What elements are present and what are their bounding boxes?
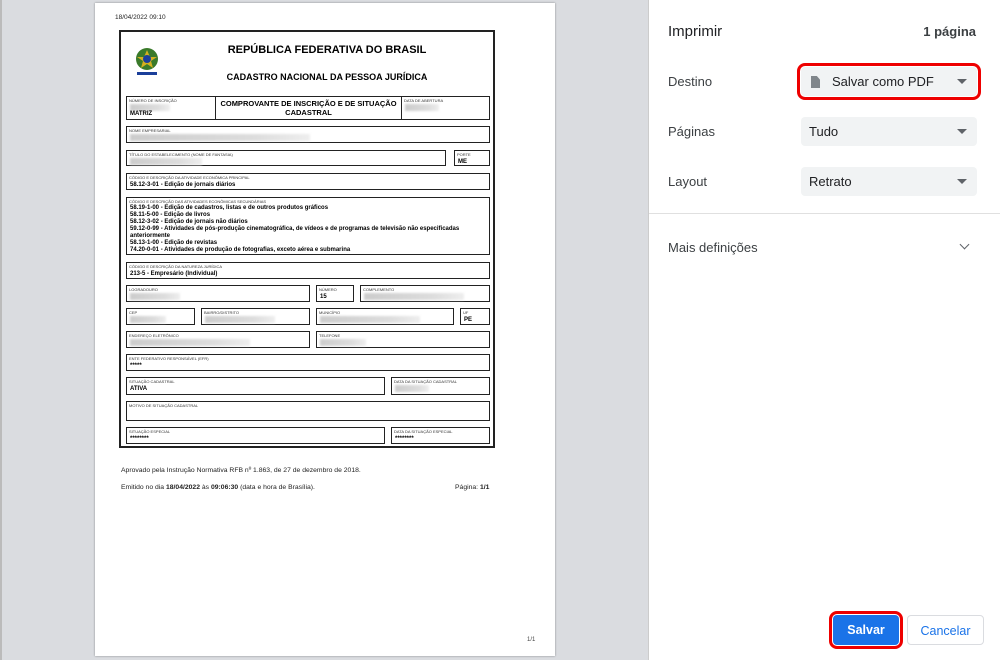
redacted-value (395, 385, 429, 392)
pages-select[interactable] (801, 117, 977, 146)
footer-text: (data e hora de Brasília). (238, 484, 315, 491)
print-timestamp: 18/04/2022 09:10 (115, 14, 166, 21)
field-complemento (360, 285, 490, 302)
redacted-value (130, 339, 250, 346)
pages-value: Tudo (809, 124, 839, 139)
footer-page (455, 484, 489, 491)
chevron-down-icon[interactable] (960, 240, 970, 250)
field-label: NÚMERO (319, 287, 337, 292)
field-label: SITUAÇÃO CADASTRAL (129, 379, 175, 384)
field-label: ENDEREÇO ELETRÔNICO (129, 333, 179, 338)
field-atividade-principal (126, 173, 490, 190)
more-settings-toggle[interactable]: Mais definições (668, 240, 758, 255)
comprovante-title-box (215, 96, 402, 120)
field-email (126, 331, 310, 348)
field-motivo-situacao (126, 401, 490, 421)
field-label: NÚMERO DE INSCRIÇÃO (129, 98, 177, 103)
field-label: CÓDIGO E DESCRIÇÃO DA ATIVIDADE ECONÔMICA PRINCIPAL (129, 175, 250, 180)
secondary-activity: 58.12-3-02 - Edição de jornais não diários (130, 219, 248, 225)
field-numero (316, 285, 354, 302)
destination-label: Destino (668, 74, 713, 89)
destination-select[interactable] (801, 67, 977, 96)
redacted-value (320, 339, 366, 346)
dropdown-arrow-icon (957, 79, 967, 84)
secondary-activity: 58.13-1-00 - Edição de revistas (130, 240, 218, 246)
redacted-value (130, 104, 170, 111)
field-label: LOGRADOURO (129, 287, 158, 292)
redacted-value (405, 104, 439, 111)
dropdown-arrow-icon (957, 179, 967, 184)
destination-value: Salvar como PDF (832, 74, 934, 89)
field-label: DATA DA SITUAÇÃO CADASTRAL (394, 379, 457, 384)
redacted-value (205, 316, 275, 323)
field-value: ATIVA (130, 386, 148, 392)
secondary-activity: 58.11-5-00 - Edição de livros (130, 212, 211, 218)
field-data-abertura (401, 96, 490, 120)
field-value: PE (464, 317, 473, 323)
field-label: BAIRRO/DISTRITO (204, 310, 240, 315)
field-label: MOTIVO DE SITUAÇÃO CADASTRAL (129, 403, 199, 408)
pages-label: Páginas (668, 124, 715, 139)
field-efr (126, 354, 490, 371)
footer-text: às (200, 484, 211, 491)
field-telefone (316, 331, 490, 348)
field-label: UF (463, 310, 469, 315)
field-value: 213-5 - Empresário (Individual) (130, 271, 218, 277)
document-title: REPÚBLICA FEDERATIVA DO BRASIL (227, 44, 427, 56)
field-logradouro (126, 285, 310, 302)
secondary-activity-list (130, 205, 485, 254)
field-porte (454, 150, 490, 166)
field-value: ME (458, 159, 467, 165)
footer-text: Página: (455, 484, 480, 491)
field-nome-fantasia (126, 150, 446, 166)
redacted-value (130, 158, 202, 165)
field-value: ******** (130, 436, 149, 442)
layout-label: Layout (668, 174, 708, 189)
preview-page (95, 3, 555, 656)
field-atividades-secundarias (126, 197, 490, 255)
field-label: CÓDIGO E DESCRIÇÃO DA NATUREZA JURÍDICA (129, 264, 223, 269)
dropdown-arrow-icon (957, 129, 967, 134)
redacted-value (130, 316, 166, 323)
field-value: ***** (130, 363, 142, 369)
cancel-button[interactable]: Cancelar (907, 615, 984, 645)
footer-time: 09:06:30 (210, 484, 239, 491)
field-label: CEP (129, 310, 138, 315)
field-label: DATA DE ABERTURA (404, 98, 444, 103)
footer-text: Emitido no dia (121, 484, 166, 491)
layout-select[interactable] (801, 167, 977, 196)
footer-emitted (121, 484, 315, 491)
field-bairro (201, 308, 310, 325)
field-uf (460, 308, 490, 325)
document-icon (811, 76, 820, 88)
footer-page-number: 1/1 (479, 484, 490, 491)
field-nome-empresarial (126, 126, 490, 143)
field-numero-inscricao (126, 96, 216, 120)
field-value: ******** (395, 436, 414, 442)
field-label: MUNICÍPIO (319, 310, 341, 315)
field-data-situacao-cadastral (391, 377, 490, 395)
redacted-value (364, 293, 464, 300)
field-label: CÓDIGO E DESCRIÇÃO DAS ATIVIDADES ECONÔMICAS SECUNDÁRIAS (129, 199, 267, 204)
field-value: MATRIZ (130, 111, 153, 117)
field-situacao-especial (126, 427, 385, 444)
redacted-value (130, 293, 180, 300)
redacted-value (320, 316, 420, 323)
field-situacao-cadastral (126, 377, 385, 395)
field-cep (126, 308, 195, 325)
secondary-activity: 74.20-0-01 - Atividades de produção de fotografias, exceto aérea e submarina (130, 247, 351, 253)
field-label: SITUAÇÃO ESPECIAL (129, 429, 171, 434)
footer-date: 18/04/2022 (165, 484, 200, 491)
divider (649, 213, 1000, 214)
print-settings-panel (648, 0, 1000, 660)
redacted-value (130, 134, 310, 141)
field-label: NOME EMPRESARIAL (129, 128, 171, 133)
field-municipio (316, 308, 454, 325)
field-value: 15 (320, 294, 327, 300)
layout-value: Retrato (809, 174, 852, 189)
field-label: TELEFONE (319, 333, 341, 338)
field-data-situacao-especial (391, 427, 490, 444)
page-count: 1 página (923, 24, 976, 39)
field-label: PORTE (457, 152, 471, 157)
footer-approved: Aprovado pela Instrução Normativa RFB nº 1.863, de 27 de dezembro de 2018. (121, 467, 361, 474)
field-label: ENTE FEDERATIVO RESPONSÁVEL (EFR) (129, 356, 209, 361)
field-label: DATA DA SITUAÇÃO ESPECIAL (394, 429, 453, 434)
field-value: 58.12-3-01 - Edição de jornais diários (130, 182, 236, 188)
panel-title: Imprimir (668, 23, 723, 40)
page-number: 1/1 (527, 637, 536, 643)
document-subtitle: CADASTRO NACIONAL DA PESSOA JURÍDICA (226, 72, 428, 82)
field-label: COMPLEMENTO (363, 287, 395, 292)
field-natureza-juridica (126, 262, 490, 279)
cnpj-document (119, 30, 495, 448)
field-label: TÍTULO DO ESTABELECIMENTO (NOME DE FANTASIA) (129, 152, 233, 157)
comprovante-title: COMPROVANTE DE INSCRIÇÃO E DE SITUAÇÃO CADASTRAL (220, 99, 397, 117)
secondary-activity: 59.12-0-99 - Atividades de pós-produção cinematográfica, de vídeos e de programas de televisão não especificadas anteriormente (130, 226, 460, 239)
save-button[interactable]: Salvar (833, 615, 899, 645)
secondary-activity: 58.19-1-00 - Edição de cadastros, listas e de outros produtos gráficos (130, 205, 329, 211)
